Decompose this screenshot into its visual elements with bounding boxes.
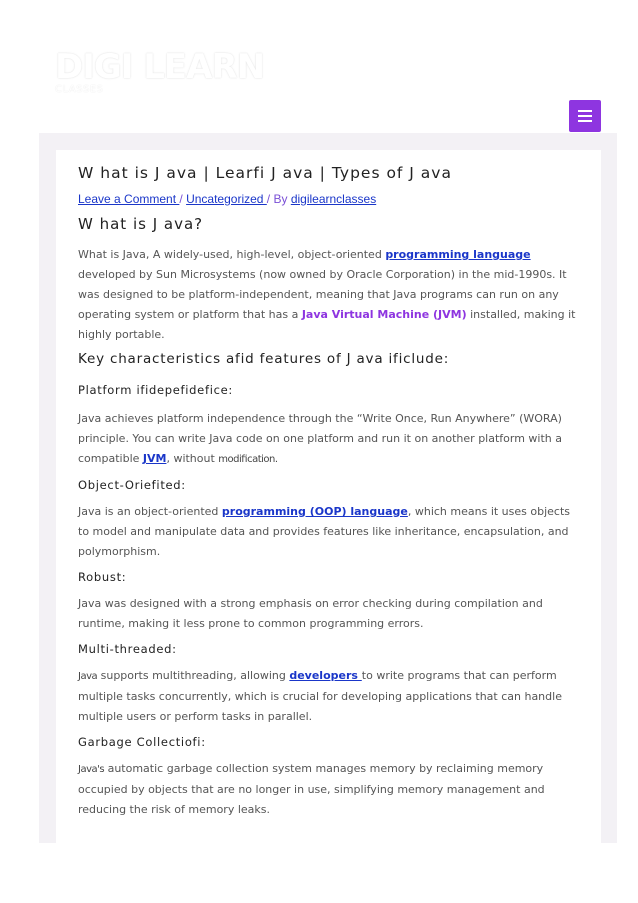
heading-key-characteristics: Key characteristics afid features of J ava ificlude: xyxy=(78,351,450,367)
intro-text-3: installed, making it highly portable. xyxy=(78,308,576,341)
intro-text-1: What is Java, A widely-used, high-level, object-oriented xyxy=(78,248,386,261)
oop-text-2: , which means it uses objects to model and manipulate data and provides features like inheritance, encapsulation, and polymorphism. xyxy=(78,505,571,558)
platform-text-2: , without xyxy=(166,452,219,465)
meta-by: / By xyxy=(266,192,288,206)
leave-comment-link[interactable]: Leave a Comment xyxy=(78,192,180,206)
multi-text-2: supports multithreading, allowing xyxy=(97,669,290,682)
heading-multi-threaded: Multi-threaded: xyxy=(78,642,177,656)
jvm-link[interactable]: Java Virtual Machine (JVM) xyxy=(301,308,467,321)
article-meta xyxy=(78,192,578,207)
developers-link[interactable]: developers xyxy=(289,669,362,682)
article-title: W hat is J ava | Learfi J ava | Types of J ava xyxy=(78,164,452,182)
gc-paragraph xyxy=(78,759,578,820)
author-link[interactable]: digilearnclasses xyxy=(290,192,377,206)
multi-text-1: Java xyxy=(78,671,98,682)
jvm-text-link[interactable]: JVM xyxy=(142,452,167,465)
menu-toggle-button[interactable] xyxy=(569,100,601,132)
heading-what-is-java: W hat is J ava? xyxy=(78,215,204,233)
heading-robust: Robust: xyxy=(78,570,127,584)
oop-language-link[interactable]: programming (OOP) language xyxy=(221,505,408,518)
multi-paragraph xyxy=(78,666,578,727)
platform-text-3: modiﬁcation. xyxy=(218,454,278,465)
site-logo-subtitle: CLASSES xyxy=(55,84,104,95)
oop-text-1: Java is an object-oriented xyxy=(78,505,222,518)
intro-text-2: developed by Sun Microsystems (now owned by Oracle Corporation) in the mid-1990s. It was designed to be platform-independent, meaning that Java programs can run on any operating system or platform that has a xyxy=(78,268,567,321)
robust-paragraph: Java was designed with a strong emphasis on error checking during compilation and runtime, making it less prone to common programming errors. xyxy=(78,597,543,630)
programming-language-link[interactable]: programming language xyxy=(385,248,531,261)
multi-text-3: to write programs that can perform multiple tasks concurrently, which is crucial for developing applications that can handle multiple users or perform tasks in parallel. xyxy=(78,669,562,723)
gc-text-1: Java's xyxy=(78,764,105,775)
intro-paragraph xyxy=(78,245,578,345)
site-logo[interactable]: DIGI LEARN xyxy=(55,47,265,87)
meta-separator: / xyxy=(179,192,183,206)
hamburger-menu-icon xyxy=(578,109,592,124)
heading-object-oriented: Object-Oriefited: xyxy=(78,478,186,492)
heading-garbage-collection: Garbage Collectiofi: xyxy=(78,735,206,749)
heading-platform-independence: Platform ifidepefidefice: xyxy=(78,383,233,397)
platform-paragraph xyxy=(78,409,578,470)
article-content xyxy=(78,162,578,820)
category-link[interactable]: Uncategorized xyxy=(186,192,267,206)
gc-text-2: automatic garbage collection system manages memory by reclaiming memory occupied by objects that are no longer in use, simplifying memory management and reducing the risk of memory leaks. xyxy=(78,762,545,816)
oop-paragraph xyxy=(78,502,578,562)
platform-text-1: Java achieves platform independence through the “Write Once, Run Anywhere” (WORA) principle. You can write Java code on one platform and run it on another platform with a compatible xyxy=(78,412,562,465)
